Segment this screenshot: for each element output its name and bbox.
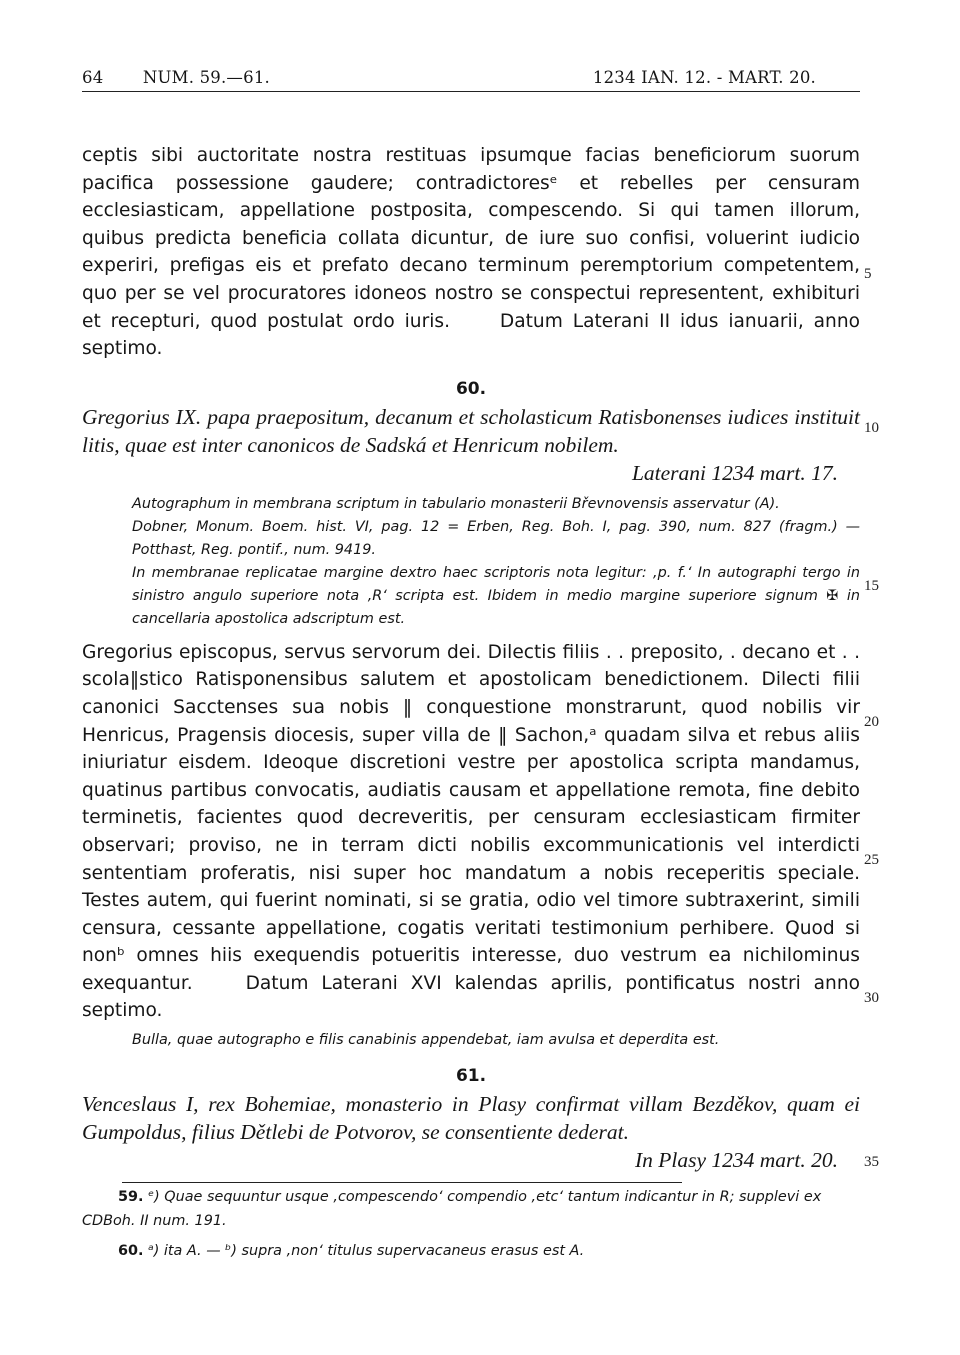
line-number-30: 30 bbox=[864, 990, 879, 1006]
line-number-15: 15 bbox=[864, 578, 879, 594]
page bbox=[82, 68, 860, 1263]
document-60-apparatus bbox=[82, 493, 860, 631]
line-number-10: 10 bbox=[864, 420, 879, 436]
document-61-number: 61. bbox=[455, 1066, 487, 1087]
footnote-divider bbox=[122, 1182, 682, 1183]
line-number-5: 5 bbox=[864, 266, 872, 282]
document-59-datum: Datum Laterani II idus ianuarii, anno septimo. bbox=[82, 310, 860, 360]
document-60-note-2: Dobner, Monum. Boem. hist. VI, pag. 12 = Erben, Reg. Boh. I, pag. 390, num. 827 (fragm.) — Potthast, Reg. pontif., num. 9419. bbox=[132, 518, 860, 558]
document-59-body: ceptis sibi auctoritate nostra restituas ipsumque facias beneficiorum suorum pacifica possessione gaudere; contradictoresᵉ et rebelles per censuram ecclesiasticam, appellatione postposita, compescendo. Si qui tamen illorum, quibus predicta beneficia collata dicuntur, de iure suo confisi, voluerint iudicio experiri, prefigas eis et prefato decano terminum peremptorium competentem, quo per se vel procuratores idoneos nostro se conspectui representent, exhibituri et recepturi, quod postulat ordo iuris. bbox=[82, 145, 860, 332]
document-61-date: In Plasy 1234 mart. 20. bbox=[634, 1148, 838, 1173]
footnote-59-text: ᵉ) Quae sequuntur usque ‚compescendo‘ compendio ‚etc‘ tantum indicantur in R; supplevi ex CDBoh. II num. 191. bbox=[82, 1189, 822, 1230]
footnotes bbox=[82, 1185, 860, 1263]
document-60-seal-note: Bulla, quae autographo e filis canabinis appendebat, iam avulsa et deperdita est. bbox=[132, 1032, 720, 1049]
section-range: NUM. 59.—61. bbox=[142, 68, 270, 87]
date-range: 1234 IAN. 12. - MART. 20. bbox=[592, 68, 816, 87]
document-60-text bbox=[82, 639, 860, 1025]
document-60-note-3: In membranae replicatae margine dextro haec scriptoris nota legitur: ‚p. f.‘ In autographi tergo in sinistro angulo superiore nota ‚R‘ scripta est. Ibidem in medio margine superiore signum ✠ in cancellaria apostolica adscriptum est. bbox=[132, 564, 860, 627]
footnote-60 bbox=[82, 1239, 860, 1263]
document-59-text bbox=[82, 142, 860, 363]
footnote-60-number: 60. bbox=[118, 1243, 144, 1260]
document-60-date: Laterani 1234 mart. 17. bbox=[631, 460, 838, 485]
document-60-regest: Gregorius IX. papa praepositum, decanum et scholasticum Ratisbonenses iudices instituit litis, quae est inter canonicos de Sadská et Henricum nobilem. bbox=[82, 404, 860, 457]
document-60-datum: Datum Laterani XVI kalendas aprilis, pontificatus nostri anno septimo. bbox=[82, 972, 860, 1022]
line-number-20: 20 bbox=[864, 714, 879, 730]
footnote-59 bbox=[82, 1185, 860, 1233]
running-head bbox=[82, 68, 860, 92]
line-number-35: 35 bbox=[864, 1154, 879, 1170]
document-60-note-1: Autographum in membrana scriptum in tabulario monasterii Břevnovensis asservatur (A). bbox=[132, 495, 780, 512]
page-number: 64 bbox=[82, 68, 104, 87]
document-61-regest: Venceslaus I, rex Bohemiae, monasterio in Plasy confirmat villam Bezděkov, quam ei Gumpoldus, filius Dětlebi de Potvorov, se consentiente dederat. bbox=[82, 1092, 860, 1145]
line-number-25: 25 bbox=[864, 852, 879, 868]
footnote-60-text: ᵃ) ita A. — ᵇ) supra ‚non‘ titulus supervacaneus erasus est A. bbox=[148, 1243, 585, 1260]
footnote-59-number: 59. bbox=[118, 1189, 144, 1206]
document-60-body: Gregorius episcopus, servus servorum dei. Dilectis filiis . . preposito, . decano et . . scola‖stico Ratisponensibus salutem et apostolicam benedictionem. Dilecti filii canonici Sacctenses sua nobis ‖ conquestione monstrarunt, quod nobilis vir Henricus, Pragensis diocesis, super villa de ‖ Sachon,ᵃ quadam silva et rebus aliis iniuriatur eisdem. Ideoque discretioni vestre per apostolica scripta mandamus, quatinus partibus convocatis, audiatis causam et appellatione remota, fine debito terminetis, facientes quod decreveritis, per censuram ecclesiasticam firmiter observari; proviso, ne in terram dicti nobilis excommunicationis vel interdicti sententiam proferatis, nisi super hoc mandatum a nobis receperitis speciale. Testes autem, qui fuerint nominati, si se gratia, odio vel timore subtraxerint, simili censura, cessante appellatione, cogatis veritati testimonium perhibere. Quod si nonᵇ omnes hiis exequendis potueritis interesse, duo vestrum ea nichilominus exequantur. bbox=[82, 641, 860, 994]
document-60-number: 60. bbox=[455, 378, 487, 399]
